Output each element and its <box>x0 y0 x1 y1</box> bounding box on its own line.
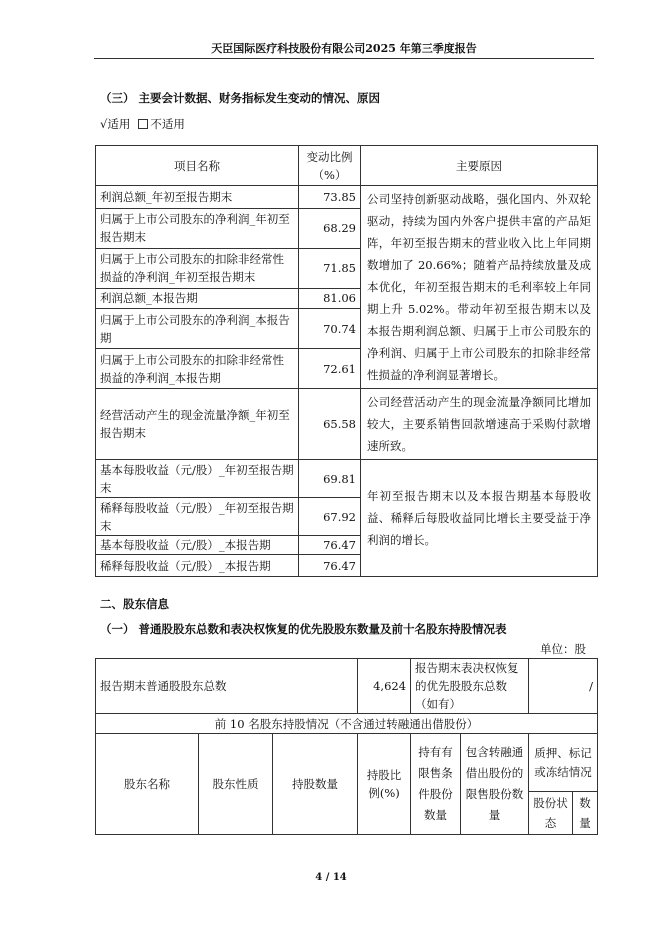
change-ratio: 69.81 <box>299 460 361 498</box>
col-lent-restricted-shares: 包含转融通借出股份的限售股份数量 <box>461 734 529 835</box>
col-header-reason: 主要原因 <box>361 146 598 186</box>
table-row <box>96 389 598 460</box>
item-name: 归属于上市公司股东的净利润_年初至报告期末 <box>96 209 299 249</box>
item-name: 基本每股收益（元/股）_本报告期 <box>96 536 299 555</box>
check-mark-icon: √ <box>100 117 108 131</box>
change-ratio: 71.85 <box>299 248 361 288</box>
col-shareholder-nature: 股东性质 <box>199 734 273 835</box>
change-table-header <box>96 146 598 186</box>
item-name: 稀释每股收益（元/股）_年初至报告期末 <box>96 498 299 536</box>
item-name: 基本每股收益（元/股）_年初至报告期末 <box>96 460 299 498</box>
shareholder-table <box>95 658 598 835</box>
item-name: 稀释每股收益（元/股）_本报告期 <box>96 555 299 577</box>
unit-label: 单位：股 <box>540 642 586 656</box>
preferred-shareholders-value: / <box>529 659 598 714</box>
shareholders-subheading: （一） 普通股股东总数和表决权恢复的优先股股东数量及前十名股东持股情况表 <box>100 622 507 636</box>
col-restricted-shares: 持有有限售条件股份数量 <box>411 734 461 835</box>
section-heading: （三） 主要会计数据、财务指标发生变动的情况、原因 <box>100 91 381 105</box>
reason-profit: 公司坚持创新驱动战略，强化国内、外双轮驱动，持续为国内外客户提供丰富的产品矩阵，年初至报告期末的营业收入比上年同期数增加了 20.66%；随着产品持续放量及成本优化，年初至报告期末的毛利率较上年同期上升 5.02%。带动年初至报告期末以及本报告期利润总额、归属于上市公司股东的净利润、归属于上市公司股东的扣除非经常性损益的净利润显著增长。 <box>361 186 598 389</box>
item-name: 利润总额_年初至报告期末 <box>96 186 299 209</box>
not-applicable-label: 不适用 <box>150 117 185 131</box>
top10-caption: 前 10 名股东持股情况（不含通过转融通出借股份） <box>96 714 598 734</box>
change-table <box>95 145 598 577</box>
change-ratio: 67.92 <box>299 498 361 536</box>
reason-eps: 年初至报告期末以及本报告期基本每股收益、稀释后每股收益同比增长主要受益于净利润的增长。 <box>361 460 598 577</box>
table-row <box>96 460 598 498</box>
col-share-status: 股份状态 <box>529 792 573 835</box>
change-ratio: 70.74 <box>299 309 361 349</box>
col-header-item: 项目名称 <box>96 146 299 186</box>
shareholder-total-row <box>96 659 598 714</box>
empty-checkbox-icon <box>138 119 148 129</box>
top10-caption-row <box>96 714 598 734</box>
change-ratio: 73.85 <box>299 186 361 209</box>
reason-cashflow: 公司经营活动产生的现金流量净额同比增加较大，主要系销售回款增速高于采购付款增速所致。 <box>361 389 598 460</box>
applicability-options <box>100 116 185 132</box>
col-shareholder-name: 股东名称 <box>96 734 199 835</box>
item-name: 归属于上市公司股东的扣除非经常性损益的净利润_本报告期 <box>96 349 299 389</box>
item-name: 归属于上市公司股东的扣除非经常性损益的净利润_年初至报告期末 <box>96 248 299 288</box>
header-rule <box>94 58 594 59</box>
preferred-shareholders-label: 报告期末表决权恢复的优先股股东总数（如有） <box>411 659 529 714</box>
item-name: 利润总额_本报告期 <box>96 288 299 309</box>
col-holding-ratio: 持股比例(%) <box>358 734 411 835</box>
change-ratio: 68.29 <box>299 209 361 249</box>
col-share-count: 数量 <box>573 792 598 835</box>
total-shareholders-label: 报告期末普通股股东总数 <box>96 659 358 714</box>
page-header: 天臣国际医疗科技股份有限公司2025 年第三季度报告 <box>211 42 477 55</box>
col-header-ratio: 变动比例（%） <box>299 146 361 186</box>
table-row <box>96 186 598 209</box>
shareholders-heading: 二、股东信息 <box>100 597 169 611</box>
change-ratio: 81.06 <box>299 288 361 309</box>
item-name: 归属于上市公司股东的净利润_本报告期 <box>96 309 299 349</box>
item-name: 经营活动产生的现金流量净额_年初至报告期末 <box>96 389 299 460</box>
change-ratio: 76.47 <box>299 555 361 577</box>
change-ratio: 76.47 <box>299 536 361 555</box>
col-pledge-status: 质押、标记或冻结情况 <box>529 734 598 792</box>
col-holding-quantity: 持股数量 <box>273 734 358 835</box>
page-number: 4 / 14 <box>315 872 347 883</box>
applicable-label: 适用 <box>107 117 131 131</box>
total-shareholders-value: 4,624 <box>358 659 411 714</box>
column-header-row <box>96 734 598 792</box>
change-ratio: 72.61 <box>299 349 361 389</box>
change-ratio: 65.58 <box>299 389 361 460</box>
